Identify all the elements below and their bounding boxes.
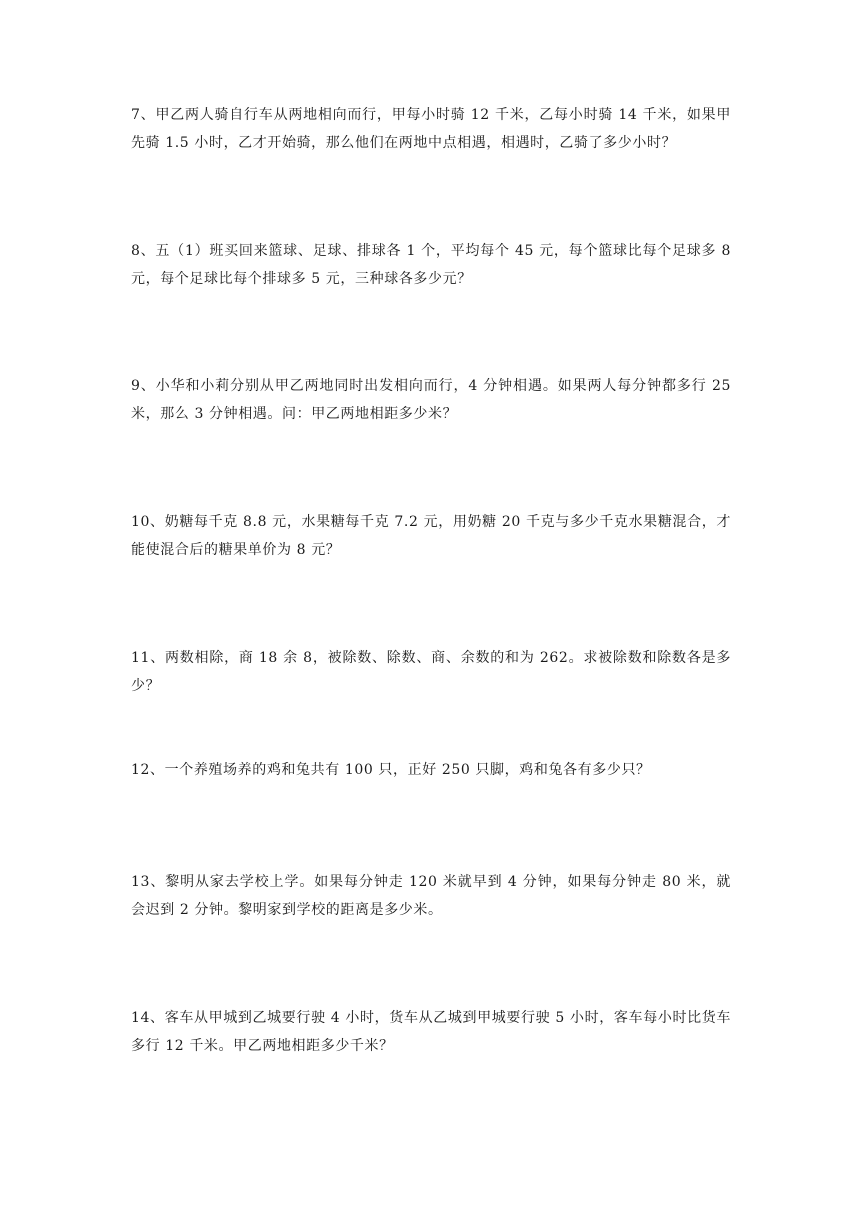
problem-9: 9、小华和小莉分别从甲乙两地同时出发相向而行，4 分钟相遇。如果两人每分钟都多行 25 米，那么 3 分钟相遇。问：甲乙两地相距多少米？ bbox=[131, 378, 731, 422]
problem-8: 8、五（1）班买回来篮球、足球、排球各 1 个，平均每个 45 元，每个篮球比每个足球多 8 元，每个足球比每个排球多 5 元，三种球各多少元？ bbox=[131, 243, 731, 287]
problem-12: 12、一个养殖场养的鸡和兔共有 100 只，正好 250 只脚，鸡和兔各有多少只？ bbox=[131, 762, 651, 778]
problem-7: 7、甲乙两人骑自行车从两地相向而行，甲每小时骑 12 千米，乙每小时骑 14 千米，如果甲先骑 1.5 小时，乙才开始骑，那么他们在两地中点相遇，相遇时，乙骑了多少小时？ bbox=[131, 107, 731, 151]
problem-11: 11、两数相除，商 18 余 8，被除数、除数、商、余数的和为 262。求被除数和除数各是多少？ bbox=[131, 650, 731, 694]
problem-13: 13、黎明从家去学校上学。如果每分钟走 120 米就早到 4 分钟，如果每分钟走 80 米，就会迟到 2 分钟。黎明家到学校的距离是多少米。 bbox=[131, 874, 731, 918]
problem-14: 14、客车从甲城到乙城要行驶 4 小时，货车从乙城到甲城要行驶 5 小时，客车每小时比货车多行 12 千米。甲乙两地相距多少千米？ bbox=[131, 1010, 731, 1054]
problem-10: 10、奶糖每千克 8.8 元，水果糖每千克 7.2 元，用奶糖 20 千克与多少千克水果糖混合，才能使混合后的糖果单价为 8 元？ bbox=[131, 514, 731, 558]
